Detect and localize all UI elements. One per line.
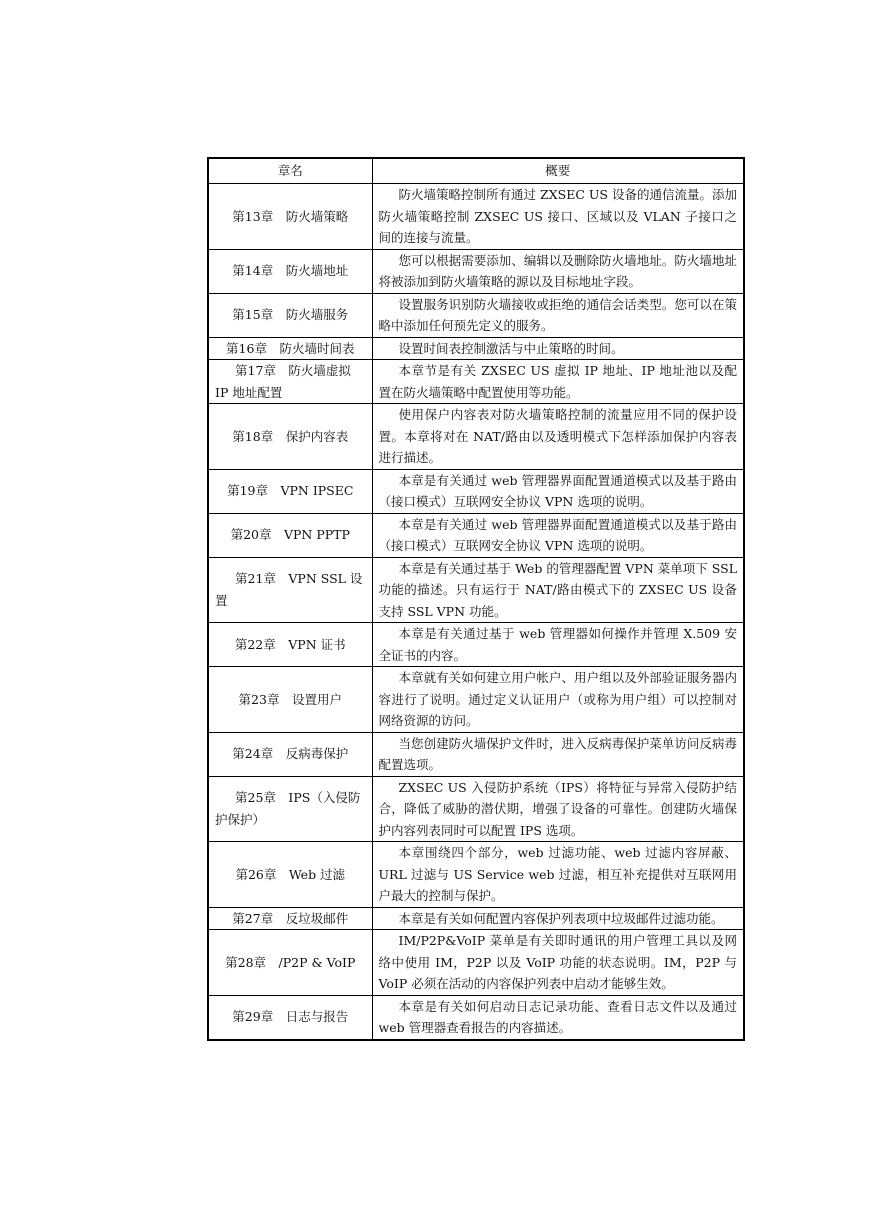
table-row — [208, 776, 744, 842]
table-row — [208, 930, 744, 996]
chapter-name: 第29章 日志与报告 — [208, 995, 372, 1040]
chapter-name: 第27章 反垃圾邮件 — [208, 907, 372, 930]
chapter-name: 第26章 Web 过滤 — [208, 842, 372, 908]
chapter-name: 第18章 保护内容表 — [208, 404, 372, 470]
chapter-name: 第13章 防火墙策略 — [208, 184, 372, 250]
chapter-summary: 本章就有关如何建立用户帐户、用户组以及外部验证服务器内容进行了说明。通过定义认证用户（或称为用户组）可以控制对网络资源的访问。 — [372, 667, 744, 733]
chapter-name: 第19章 VPN IPSEC — [208, 469, 372, 513]
chapter-summary: 防火墙策略控制所有通过 ZXSEC US 设备的通信流量。添加防火墙策略控制 ZXSEC US 接口、区域以及 VLAN 子接口之间的连接与流量。 — [372, 184, 744, 250]
chapter-summary: 本章是有关如何启动日志记录功能、查看日志文件以及通过 web 管理器查看报告的内容描述。 — [372, 995, 744, 1040]
chapter-summary: ZXSEC US 入侵防护系统（IPS）将特征与异常入侵防护结合，降低了威胁的潜伏期，增强了设备的可靠性。创建防火墙保护内容列表同时可以配置 IPS 选项。 — [372, 776, 744, 842]
chapter-summary: 本章是有关通过 web 管理器界面配置通道模式以及基于路由（接口模式）互联网安全协议 VPN 选项的说明。 — [372, 469, 744, 513]
chapter-name: 第22章 VPN 证书 — [208, 623, 372, 667]
table-row — [208, 249, 744, 293]
table-row — [208, 184, 744, 250]
chapter-summary: 本章是有关通过基于 web 管理器如何操作并管理 X.509 安全证书的内容。 — [372, 623, 744, 667]
table-row — [208, 404, 744, 470]
chapter-name: 第16章 防火墙时间表 — [208, 337, 372, 360]
chapter-summary: 设置服务识别防火墙接收或拒绝的通信会话类型。您可以在策略中添加任何预先定义的服务。 — [372, 293, 744, 337]
table-row — [208, 842, 744, 908]
chapter-name: 第15章 防火墙服务 — [208, 293, 372, 337]
chapter-summary: 本章是有关通过基于 Web 的管理器配置 VPN 菜单项下 SSL 功能的描述。只有运行于 NAT/路由模式下的 ZXSEC US 设备支持 SSL VPN 功能。 — [372, 557, 744, 623]
chapter-summary: 您可以根据需要添加、编辑以及删除防火墙地址。防火墙地址将被添加到防火墙策略的源以及目标地址字段。 — [372, 249, 744, 293]
chapter-summary: 设置时间表控制激活与中止策略的时间。 — [372, 337, 744, 360]
table-row — [208, 337, 744, 360]
table-row — [208, 667, 744, 733]
table-row — [208, 360, 744, 404]
table-row — [208, 513, 744, 557]
chapter-name: 第20章 VPN PPTP — [208, 513, 372, 557]
chapter-summary: 当您创建防火墙保护文件时，进入反病毒保护菜单访问反病毒配置选项。 — [372, 732, 744, 776]
table-row — [208, 469, 744, 513]
table-row — [208, 293, 744, 337]
chapter-table — [207, 157, 745, 1041]
table-row — [208, 732, 744, 776]
table-header-row — [208, 158, 744, 184]
table-row — [208, 907, 744, 930]
chapter-name: 第24章 反病毒保护 — [208, 732, 372, 776]
chapter-name: 第28章 /P2P & VoIP — [208, 930, 372, 996]
chapter-summary: IM/P2P&VoIP 菜单是有关即时通讯的用户管理工具以及网络中使用 IM，P2P 以及 VoIP 功能的状态说明。IM，P2P 与 VoIP 必须在活动的内容保护列表中启动才能够生效。 — [372, 930, 744, 996]
header-chapter-name: 章名 — [208, 158, 372, 184]
table-row — [208, 557, 744, 623]
chapter-name: 第17章 防火墙虚拟 IP 地址配置 — [208, 360, 372, 404]
chapter-summary: 使用保户内容表对防火墙策略控制的流量应用不同的保护设置。本章将对在 NAT/路由以及透明模式下怎样添加保护内容表进行描述。 — [372, 404, 744, 470]
chapter-summary: 本章节是有关 ZXSEC US 虚拟 IP 地址、IP 地址池以及配置在防火墙策略中配置使用等功能。 — [372, 360, 744, 404]
chapter-name: 第25章 IPS（入侵防护保护） — [208, 776, 372, 842]
chapter-summary: 本章是有关如何配置内容保护列表项中垃圾邮件过滤功能。 — [372, 907, 744, 930]
header-summary: 概要 — [372, 158, 744, 184]
table-row — [208, 623, 744, 667]
chapter-summary: 本章是有关通过 web 管理器界面配置通道模式以及基于路由（接口模式）互联网安全协议 VPN 选项的说明。 — [372, 513, 744, 557]
chapter-name: 第21章 VPN SSL 设置 — [208, 557, 372, 623]
chapter-summary: 本章围绕四个部分，web 过滤功能、web 过滤内容屏蔽、URL 过滤与 US Service web 过滤，相互补充提供对互联网用户最大的控制与保护。 — [372, 842, 744, 908]
chapter-name: 第23章 设置用户 — [208, 667, 372, 733]
table-row — [208, 995, 744, 1040]
chapter-name: 第14章 防火墙地址 — [208, 249, 372, 293]
